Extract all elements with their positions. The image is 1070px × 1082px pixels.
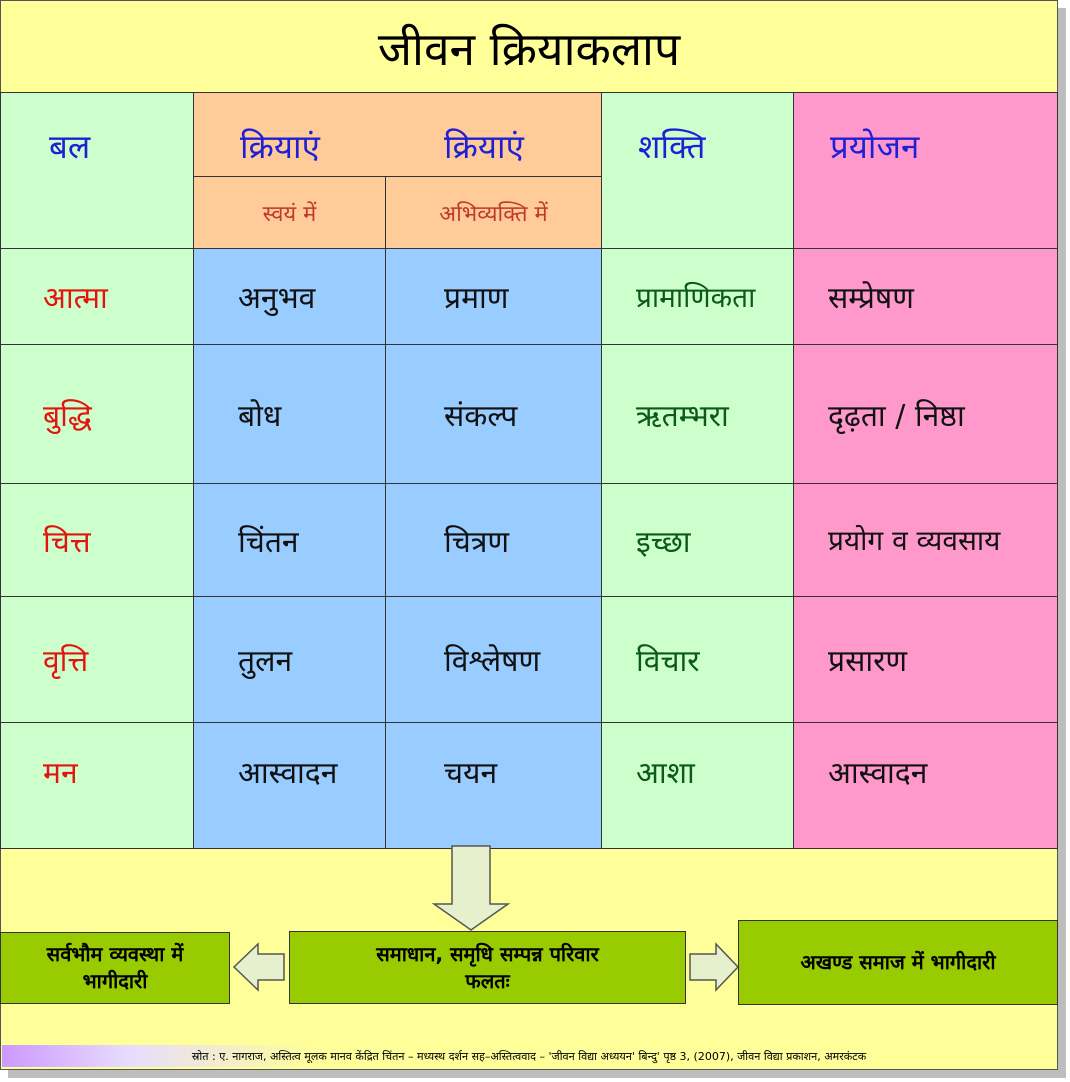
header-abhivyakti: अभिव्यक्ति में — [385, 176, 602, 249]
row-2-shakti: ऋतम्भरा — [601, 344, 794, 484]
row-1-shakti: प्रामाणिकता — [601, 248, 794, 345]
diagram-title: जीवन क्रियाकलाप — [377, 22, 681, 76]
row-4-shakti: विचार — [601, 596, 794, 723]
row-3-abhivyakti: चित्रण — [385, 483, 602, 597]
row-1-swayam: अनुभव — [193, 248, 386, 345]
header-bal: बल — [0, 92, 194, 249]
row-5-abhivyakti: चयन — [385, 722, 602, 849]
flow-left-text: सर्वभौम व्यवस्था में भागीदारी — [46, 942, 184, 993]
header-kriyaen-2: क्रियाएं — [444, 127, 524, 166]
flow-center-line1: समाधान, समृधि सम्पन्न परिवार — [376, 941, 599, 966]
right-arrow — [690, 944, 738, 990]
row-5-prayojan: आस्वादन — [793, 722, 1058, 849]
flow-box-right — [738, 920, 1058, 1005]
row-3-bal: चित्त — [0, 483, 194, 597]
flow-box-center — [289, 931, 686, 1004]
row-5-shakti: आशा — [601, 722, 794, 849]
flow-center-line2: फलतः — [465, 968, 510, 993]
row-1-bal: आत्मा — [0, 248, 194, 345]
header-kriyaen-1: क्रियाएं — [240, 127, 320, 166]
flow-right-text: अखण्ड समाज में भागीदारी — [800, 950, 996, 974]
row-2-swayam: बोध — [193, 344, 386, 484]
row-3-shakti: इच्छा — [601, 483, 794, 597]
row-1-abhivyakti: प्रमाण — [385, 248, 602, 345]
down-arrow — [434, 846, 508, 930]
row-2-abhivyakti: संकल्प — [385, 344, 602, 484]
row-2-bal: बुद्धि — [0, 344, 194, 484]
header-shakti: शक्ति — [601, 92, 794, 249]
row-3-swayam: चिंतन — [193, 483, 386, 597]
row-3-prayojan: प्रयोग व व्यवसाय — [793, 483, 1058, 597]
row-4-abhivyakti: विश्लेषण — [385, 596, 602, 723]
header-prayojan: प्रयोजन — [793, 92, 1058, 249]
row-2-prayojan: दृढ़ता / निष्ठा — [793, 344, 1058, 484]
row-1-prayojan: सम्प्रेषण — [793, 248, 1058, 345]
row-4-swayam: तुलन — [193, 596, 386, 723]
left-arrow — [234, 944, 284, 990]
row-5-swayam: आस्वादन — [193, 722, 386, 849]
row-5-bal: मन — [0, 722, 194, 849]
row-4-prayojan: प्रसारण — [793, 596, 1058, 723]
flow-box-left — [0, 932, 230, 1004]
header-swayam: स्वयं में — [193, 176, 386, 249]
row-4-bal: वृत्ति — [0, 596, 194, 723]
source-citation: स्रोत : ए. नागराज, अस्तित्व मूलक मानव केंद्रित चिंतन – मध्यस्थ दर्शन सह–अस्तित्ववाद – 'जीवन विद्या अध्ययन' बिन्दु' पृष्ठ 3, (2007), जीवन विद्या प्रकाशन, अमरकंटक — [2, 1045, 1056, 1067]
